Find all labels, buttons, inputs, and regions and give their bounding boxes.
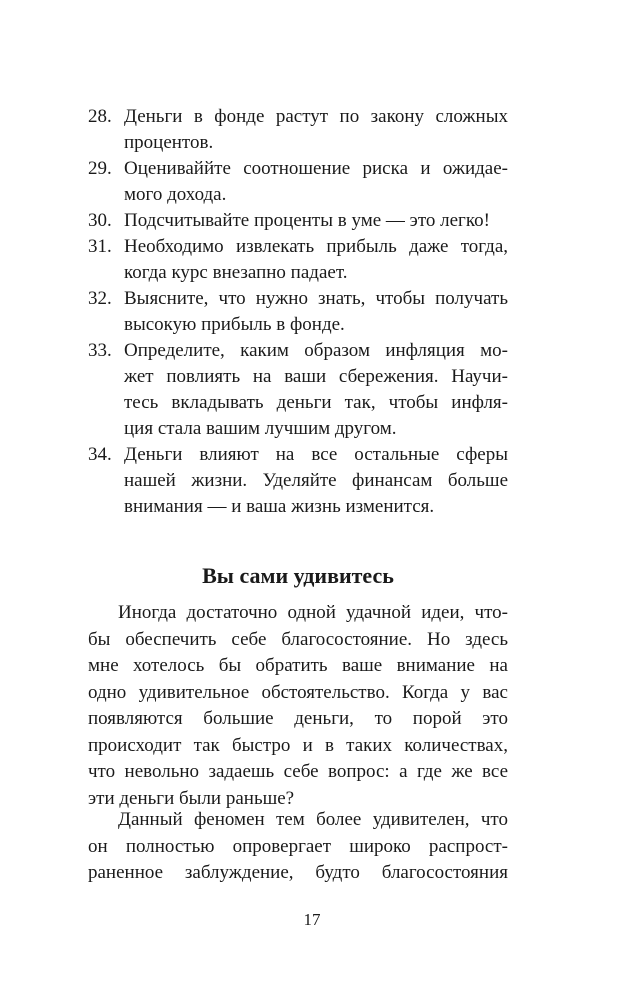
- text-line: он полностью опровергает широко распрост-: [88, 835, 508, 857]
- text-line: бы обеспечить себе благосостояние. Но здесь: [88, 628, 508, 650]
- item-number: 33.: [88, 340, 112, 361]
- list-item: [88, 208, 508, 234]
- item-line: Необходимо извлекать прибыль даже тогда,: [124, 236, 508, 257]
- text-line: раненное заблуждение, будто благосостояния: [88, 862, 508, 883]
- item-number: 34.: [88, 444, 112, 465]
- text-line: Иногда достаточно одной удачной идеи, что-: [118, 602, 508, 623]
- text-line: происходит так быстро и в таких количествах,: [88, 734, 508, 756]
- item-number: 31.: [88, 236, 112, 257]
- item-number: 29.: [88, 158, 112, 179]
- list-item: [88, 286, 508, 338]
- item-line: Деньги влияют на все остальные сферы: [124, 444, 508, 465]
- item-line: высокую прибыль в фонде.: [124, 314, 345, 335]
- text-line: мне хотелось бы обратить ваше внимание на: [88, 655, 508, 676]
- item-line: Выясните, что нужно знать, чтобы получать: [124, 288, 508, 309]
- numbered-list: [88, 104, 508, 520]
- item-line: Определите, каким образом инфляция мо-: [124, 340, 508, 361]
- text-line: появляются большие деньги, то порой это: [88, 708, 508, 729]
- item-line: когда курс внезапно падает.: [124, 262, 348, 283]
- item-line: ция стала вашим лучшим другом.: [124, 418, 397, 439]
- item-line: Подсчитывайте проценты в уме — это легко!: [124, 210, 490, 231]
- body-paragraph: [88, 807, 508, 887]
- item-line: жет повлиять на ваши сбережения. Научи-: [124, 366, 508, 387]
- item-line: внимания — и ваша жизнь изменится.: [124, 496, 435, 517]
- text-line: эти деньги были раньше?: [88, 787, 295, 809]
- item-line: тесь вкладывать деньги так, чтобы инфля-: [124, 392, 508, 413]
- list-item: [88, 104, 508, 156]
- list-item: [88, 338, 508, 442]
- text-line: Данный феномен тем более удивителен, что: [118, 809, 508, 830]
- item-number: 30.: [88, 210, 112, 231]
- text-line: одно удивительное обстоятельство. Когда у вас: [88, 681, 508, 703]
- section-heading: Вы сами удивитесь: [202, 563, 394, 588]
- body-paragraph: [88, 600, 508, 812]
- text-line: что невольно задаешь себе вопрос: а где же все: [88, 761, 508, 782]
- list-item: [88, 156, 508, 208]
- item-line: Деньги в фонде растут по закону сложных: [124, 106, 508, 127]
- item-line: мого дохода.: [124, 184, 227, 205]
- item-line: нашей жизни. Уделяйте финансам больше: [124, 470, 508, 491]
- list-item: [88, 234, 508, 286]
- list-item: [88, 442, 508, 520]
- item-line: Оцениваййте соотношение риска и ожидае-: [124, 158, 508, 179]
- item-number: 28.: [88, 106, 112, 127]
- item-number: 32.: [88, 288, 112, 309]
- item-line: процентов.: [124, 132, 214, 153]
- page-number: 17: [303, 910, 321, 929]
